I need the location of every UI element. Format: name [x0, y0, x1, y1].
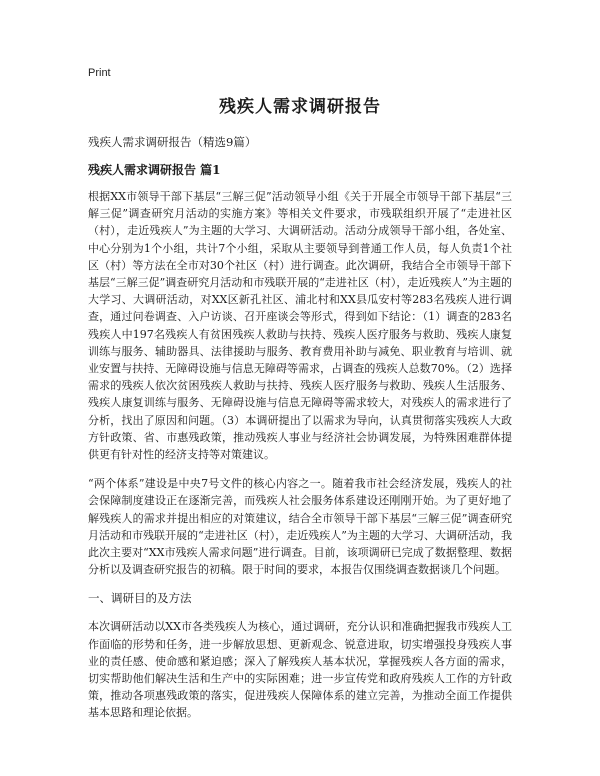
- document-subtitle: 残疾人需求调研报告（精选9篇）: [88, 135, 257, 149]
- page-title: 残疾人需求调研报告: [219, 97, 381, 117]
- print-link[interactable]: Print: [88, 67, 111, 79]
- body-paragraph-1: 根据XX市领导干部下基层“三解三促”活动领导小组《关于开展全市领导干部下基层“三解三促”调查研究月活动的实施方案》等相关文件要求，市残联组织开展了“走进社区（村），走近残疾人”为主题的大学习、大调研活动。活动分成领导干部小组，各处室、中心分别为1个小组，共计7个小组，采取从主要领导到普通工作人员，每人负责1个社区（村）等方法在全市对30个社区（村）进行调查。此次调研，我结合全市领导干部下基层“三解三促”调查研究月活动和市残联开展的“走进社区（村），走近残疾人”为主题的大学习、大调研活动，对XX区新孔社区、浦北村和XX县瓜安村等283名残疾人进行调查，通过问卷调查、入户访谈、召开座谈会等形式，得到如下结论：（1）调查的283名残疾人中197名残疾人有贫困残疾人救助与扶持、残疾人医疗服务与救助、残疾人康复训练与服务、辅助器具、法律援助与服务、教育费用补助与减免、职业教育与培训、就业安置与扶持、无障碍设施与信息无障碍等需求，占调查的残疾人总数70%。（2）选择需求的残疾人依次贫困残疾人救助与扶持、残疾人医疗服务与救助、残疾人生活服务、残疾人康复训练与服务、无障碍设施与信息无障碍等需求较大，对残疾人的需求进行了分析，找出了原因和问题。（3）本调研提出了以需求为导向，认真贯彻落实残疾人大政方针政策、省、市惠残政策，推动残疾人事业与经济社会协调发展，为特殊困难群体提供更有针对性的经济支持等对策建议。: [88, 190, 512, 462]
- body-paragraph-2: “两个体系”建设是中央7号文件的核心内容之一。随着我市社会经济发展，残疾人的社会保障制度建设正在逐渐完善，而残疾人社会服务体系建设还刚刚开始。为了更好地了解残疾人的需求并提出相应的对策建议，结合全市领导干部下基层“三解三促”调查研究月活动和市残联开展的“走进社区（村），走近残疾人”为主题的大学习、大调研活动，我此次主要对“XX市残疾人需求问题”进行调查。目前，该项调研已完成了数据整理、数据分析以及调查研究报告的初稿。限于时间的要求，本报告仅围绕调查数据谈几个问题。: [88, 477, 512, 577]
- body-paragraph-3: 本次调研活动以XX市各类残疾人为核心，通过调研，充分认识和准确把握我市残疾人工作面临的形势和任务，进一步解放思想、更新观念、锐意进取，切实增强投身残疾人事业的责任感、使命感和紧迫感；深入了解残疾人基本状况，掌握残疾人各方面的需求，切实帮助他们解决生活和生产中的实际困难；进一步宣传党和政府残疾人工作的方针政策，推动各项惠残政策的落实，促进残疾人保障体系的建立完善，为推动全面工作提供基本思路和理论依据。: [88, 620, 512, 720]
- subheading-methods: 一、调研目的及方法: [88, 591, 192, 606]
- section-heading: 残疾人需求调研报告 篇1: [88, 163, 221, 177]
